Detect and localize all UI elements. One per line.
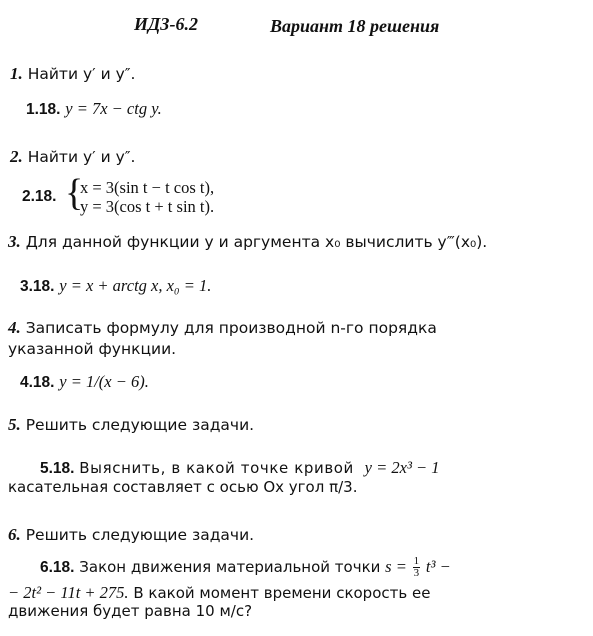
- task-3-number: 3.: [8, 232, 21, 251]
- variant-title: Вариант 18 решения: [270, 16, 440, 36]
- task-2-number: 2.: [10, 147, 23, 166]
- problem-5-18-curve: y = 2x³ − 1: [364, 458, 440, 477]
- problem-6-18-polynomial: − 2t² − 11t + 275.: [8, 583, 129, 602]
- problem-5-18-line-2: касательная составляет с осью Ox угол π/3.: [8, 478, 358, 496]
- task-1-heading: [10, 64, 135, 84]
- fraction-numerator: 1: [413, 555, 420, 567]
- problem-1-18: [26, 99, 162, 119]
- problem-2-18-line-2: y = 3(cos t + t sin t).: [80, 197, 215, 216]
- problem-6-18-line-1: [40, 556, 451, 579]
- task-1-number: 1.: [10, 64, 23, 83]
- task-3-heading: [8, 232, 487, 252]
- problem-1-18-number: 1.18.: [26, 101, 61, 118]
- problem-6-18-rhs: t³ −: [425, 557, 451, 576]
- problem-6-18-number: 6.18.: [40, 559, 75, 576]
- problem-3-18-expression: y = x + arctg x, x₀ = 1.: [59, 276, 212, 295]
- problem-4-18: [20, 372, 149, 392]
- fraction-denominator: 3: [413, 567, 420, 579]
- problem-3-18-number: 3.18.: [20, 278, 55, 295]
- problem-4-18-number: 4.18.: [20, 374, 55, 391]
- problem-6-18-lhs: s =: [385, 557, 407, 576]
- task-5-text: Решить следующие задачи.: [25, 416, 255, 434]
- problem-2-18-number-wrap: [22, 187, 56, 206]
- task-3-text: Для данной функции y и аргумента x₀ вычислить y‴(x₀).: [25, 233, 488, 251]
- problem-6-18-question: В какой момент времени скорость ее: [133, 584, 431, 602]
- problem-1-18-expression: y = 7x − ctg y.: [65, 99, 162, 118]
- task-6-text: Решить следующие задачи.: [25, 526, 255, 544]
- fraction-one-third: [413, 556, 421, 579]
- task-2-text: Найти y′ и y″.: [27, 148, 136, 166]
- task-1-text: Найти y′ и y″.: [27, 65, 136, 83]
- task-4-heading-line-1: [8, 318, 437, 338]
- problem-5-18-number: 5.18.: [40, 460, 75, 477]
- task-5-number: 5.: [8, 415, 21, 434]
- task-2-heading: [10, 147, 135, 167]
- task-6-heading: [8, 525, 254, 545]
- problem-6-18-line-3: движения будет равна 10 м/с?: [8, 602, 253, 620]
- problem-2-18-number: 2.18.: [22, 188, 57, 205]
- task-4-text-line-2: указанной функции.: [8, 340, 177, 358]
- task-5-heading: [8, 415, 254, 435]
- task-6-number: 6.: [8, 525, 21, 544]
- task-4-number: 4.: [8, 318, 21, 337]
- document-id: ИДЗ-6.2: [134, 14, 198, 34]
- problem-6-18-line-2: [8, 583, 430, 603]
- problem-5-18-line-1: [40, 458, 440, 478]
- problem-4-18-expression: y = 1/(x − 6).: [59, 372, 149, 391]
- system-brace: {: [65, 172, 84, 214]
- task-4-text-line-1: Записать формулу для производной n-го порядка: [25, 319, 437, 337]
- problem-3-18: [20, 276, 211, 296]
- problem-2-18-line-1: x = 3(sin t − t cos t),: [80, 178, 215, 197]
- problem-5-18-text: Выяснить, в какой точке кривой: [79, 459, 354, 477]
- problem-6-18-text: Закон движения материальной точки: [79, 558, 381, 576]
